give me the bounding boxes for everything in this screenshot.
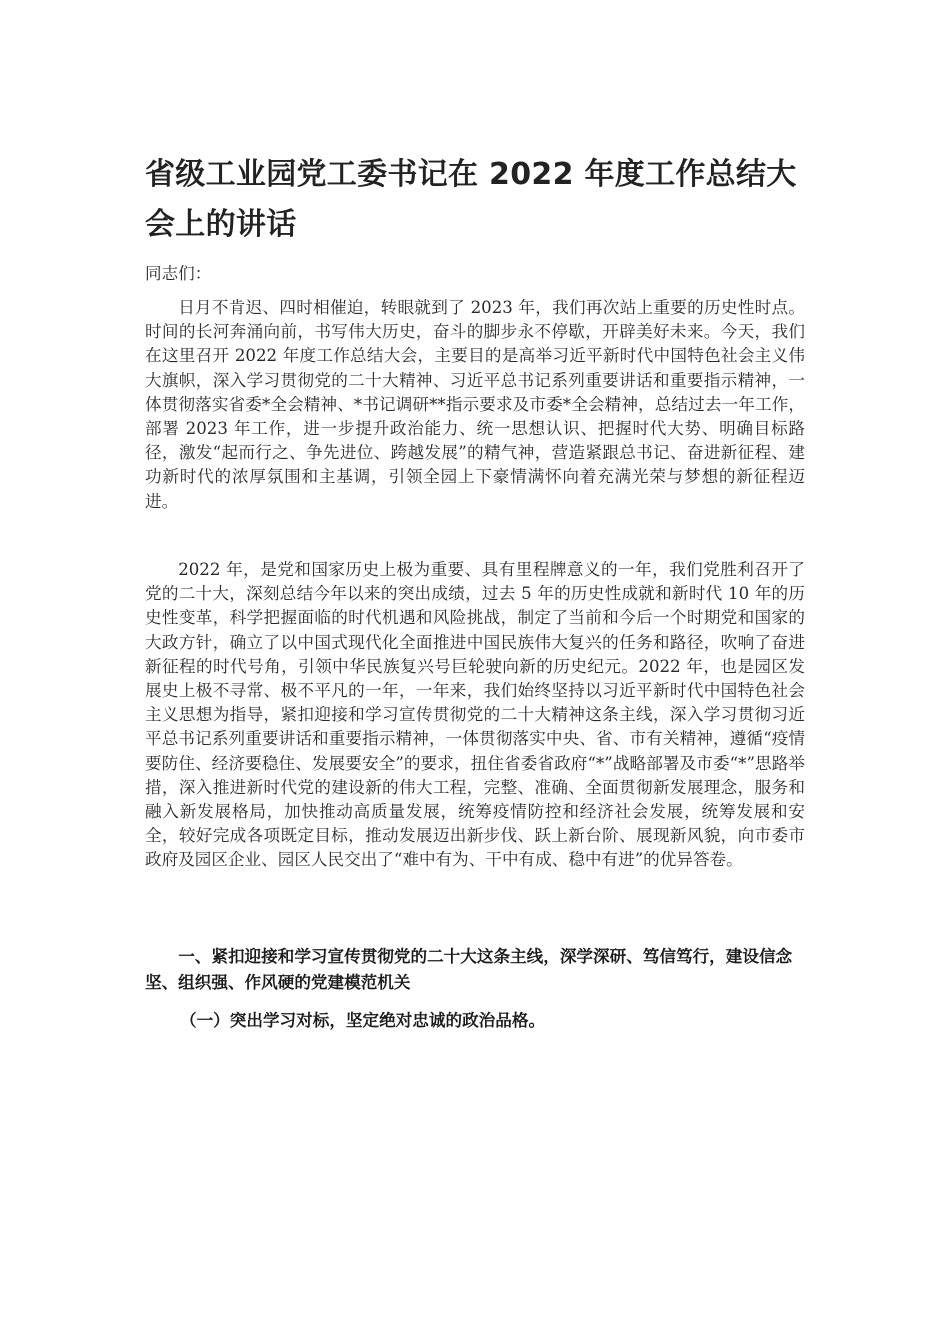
section-heading-1: 一、紧扣迎接和学习宣传贯彻党的二十大这条主线，深学深研、笃信笃行，建设信念坚、组织强、作风硬的党建模范机关 (145, 947, 793, 992)
subsection-heading-1: （一）突出学习对标，坚定绝对忠诚的政治品格。 (180, 1011, 546, 1030)
salutation: 同志们： (145, 264, 212, 283)
paragraph-review-2022: 2022 年，是党和国家历史上极为重要、具有里程牌意义的一年，我们党胜利召开了党的二十大，深刻总结今年以来的突出成绩，过去 5 年的历史性成就和新时代 10 年的历史性变革，科学把握面临的时代机遇和风险挑战，制定了当前和今后一个时期党和国家的大政方针，确立了以中国式现代化全面推进中国民族伟大复兴的任务和路径，吹响了奋进新征程的时代号角，引领中华民族复兴号巨轮驶向新的历史纪元。2022 年，也是园区发展史上极不寻常、极不平凡的一年，一年来，我们始终坚持以习近平新时代中国特色社会主义思想为指导，紧扣迎接和学习宣传贯彻党的二十大精神这条主线，深入学习贯彻习近平总书记系列重要讲话和重要指示精神，一体贯彻落实中央、省、市有关精神，遵循“疫情要防住、经济要稳住、发展要安全”的要求，扭住省委省政府“*”战略部署及市委“*”思路举措，深入推进新时代党的建设新的伟大工程，完整、准确、全面贯彻新发展理念，服务和融入新发展格局，加快推动高质量发展，统筹疫情防控和经济社会发展，统筹发展和安全，较好完成各项既定目标，推动发展迈出新步伐、跃上新台阶、展现新风貌，向市委市政府及园区企业、园区人民交出了“难中有为、干中有成、稳中有进”的优异答卷。 (145, 560, 805, 870)
document-title: 省级工业园党工委书记在 2022 年度工作总结大会上的讲话 (145, 157, 797, 242)
paragraph-opening: 日月不肯迟、四时相催迫，转眼就到了 2023 年，我们再次站上重要的历史性时点。时间的长河奔涌向前，书写伟大历史，奋斗的脚步永不停歇，开辟美好未来。今天，我们在这里召开 2022 年度工作总结大会，主要目的是高举习近平新时代中国特色社会主义伟大旗帜，深入学习贯彻党的二十大精神、习近平总书记系列重要讲话和重要指示精神，一体贯彻落实省委*全会精神、*书记调研**指示要求及市委*全会精神，总结过去一年工作，部署 2023 年工作，进一步提升政治能力、统一思想认识、把握时代大势、明确目标路径，激发“起而行之、争先进位、跨越发展”的精气神，营造紧跟总书记、奋进新征程、建功新时代的浓厚氛围和主基调，引领全园上下豪情满怀向着充满光荣与梦想的新征程迈进。 (145, 298, 805, 511)
